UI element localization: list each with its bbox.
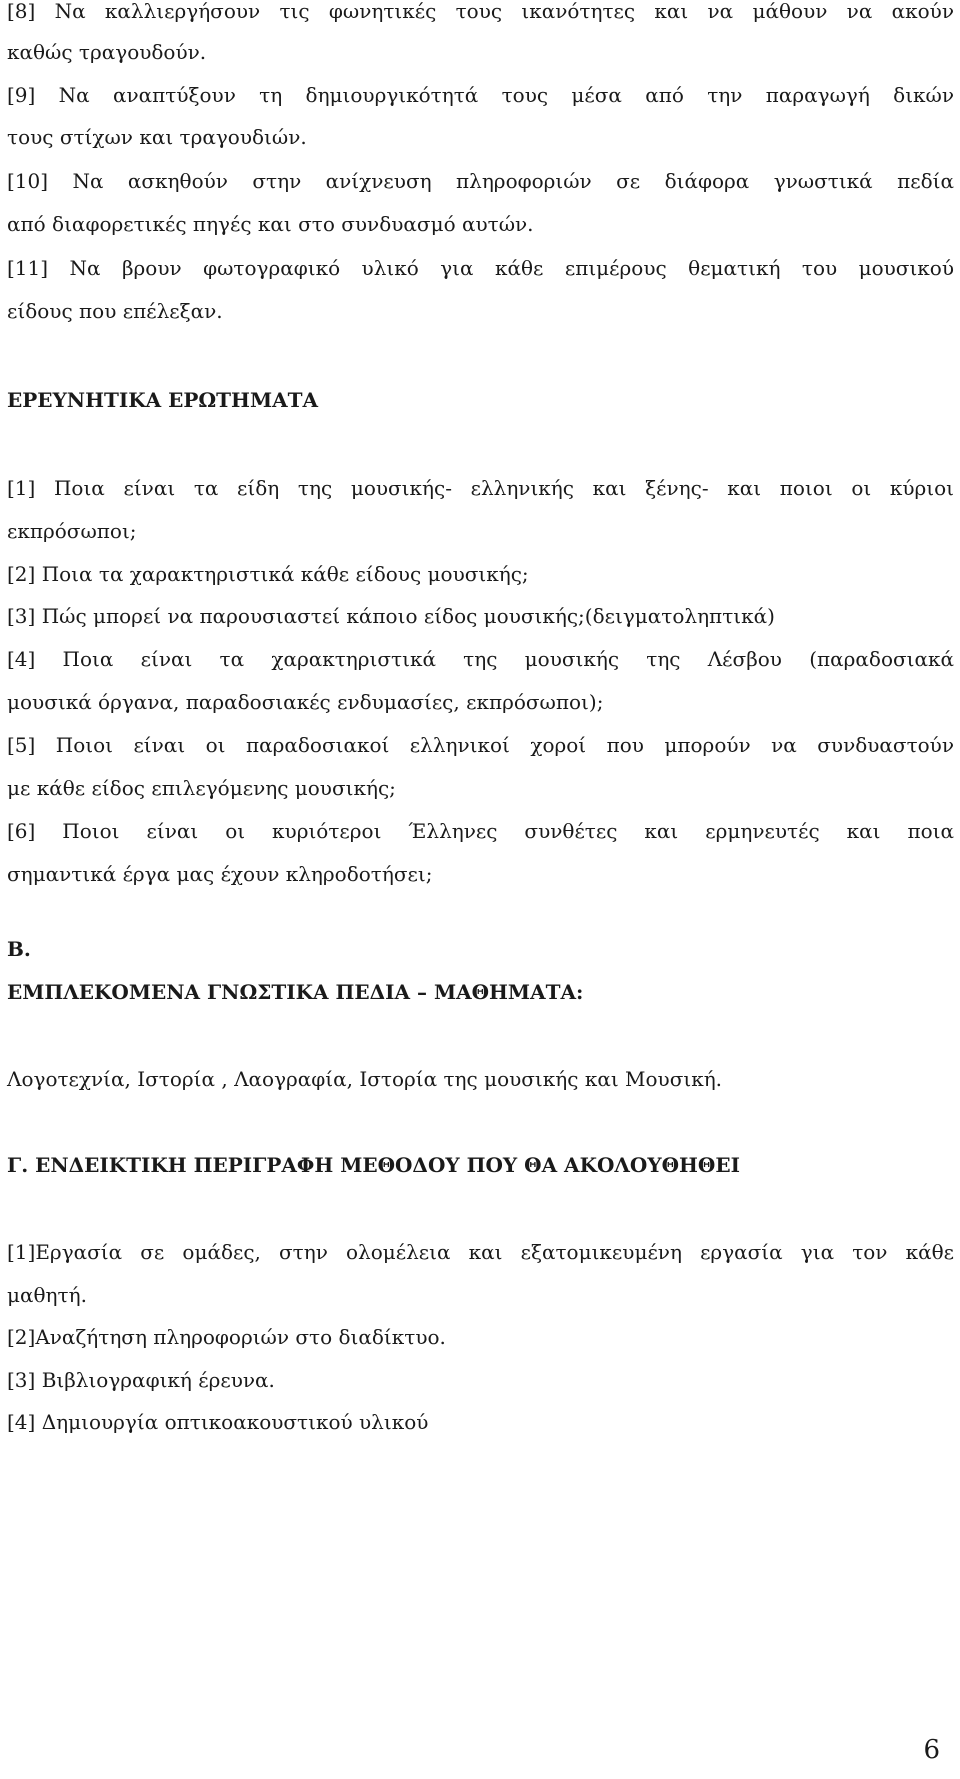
question-6-line1: [6] Ποιοι είναι οι κυριότεροι Έλληνες συνθέτες και ερμηνευτές και ποια	[7, 819, 954, 843]
question-5-line2: με κάθε είδος επιλεγόμενης μουσικής;	[7, 776, 396, 800]
method-3: [3] Βιβλιογραφική έρευνα.	[7, 1368, 275, 1392]
question-1-line2: εκπρόσωποι;	[7, 519, 137, 543]
objective-9-line1: [9] Να αναπτύξουν τη δημιουργικότητά τους μέσα από την παραγωγή δικών	[7, 83, 954, 107]
question-3: [3] Πώς μπορεί να παρουσιαστεί κάποιο είδος μουσικής;(δειγματοληπτικά)	[7, 604, 775, 628]
objective-8-line2: καθώς τραγουδούν.	[7, 40, 207, 64]
research-questions-heading: ΕΡΕΥΝΗΤΙΚΑ ΕΡΩΤΗΜΑΤΑ	[7, 388, 319, 412]
method-4: [4] Δημιουργία οπτικοακουστικού υλικού	[7, 1410, 429, 1434]
section-c-heading: Γ. ΕΝΔΕΙΚΤΙΚΗ ΠΕΡΙΓΡΑΦΗ ΜΕΘΟΔΟΥ ΠΟΥ ΘΑ ΑΚΟΛΟΥΘΗΘΕΙ	[7, 1153, 740, 1177]
objective-8-line1: [8] Να καλλιεργήσουν τις φωνητικές τους ικανότητες και να μάθουν να ακούν	[7, 0, 954, 23]
question-6-line2: σημαντικά έργα μας έχουν κληροδοτήσει;	[7, 862, 433, 886]
question-4-line2: μουσικά όργανα, παραδοσιακές ενδυμασίες, εκπρόσωποι);	[7, 690, 604, 714]
objective-11-line1: [11] Να βρουν φωτογραφικό υλικό για κάθε επιμέρους θεματική του μουσικού	[7, 256, 954, 280]
question-4-line1: [4] Ποια είναι τα χαρακτηριστικά της μουσικής της Λέσβου (παραδοσιακά	[7, 647, 954, 671]
method-1-line2: μαθητή.	[7, 1283, 87, 1307]
objective-10-line2: από διαφορετικές πηγές και στο συνδυασμό αυτών.	[7, 212, 534, 236]
question-2: [2] Ποια τα χαρακτηριστικά κάθε είδους μουσικής;	[7, 562, 529, 586]
objective-11-line2: είδους που επέλεξαν.	[7, 299, 223, 323]
page-number: 6	[923, 1735, 940, 1765]
question-5-line1: [5] Ποιοι είναι οι παραδοσιακοί ελληνικοί χοροί που μπορούν να συνδυαστούν	[7, 733, 954, 757]
question-1-line1: [1] Ποια είναι τα είδη της μουσικής- ελληνικής και ξένης- και ποιοι οι κύριοι	[7, 476, 954, 500]
section-b-content: Λογοτεχνία, Ιστορία , Λαογραφία, Ιστορία της μουσικής και Μουσική.	[7, 1067, 723, 1091]
objective-9-line2: τους στίχων και τραγουδιών.	[7, 125, 307, 149]
method-1-line1: [1]Εργασία σε ομάδες, στην ολομέλεια και εξατομικευμένη εργασία για τον κάθε	[7, 1240, 954, 1264]
section-b-heading: ΕΜΠΛΕΚΟΜΕΝΑ ΓΝΩΣΤΙΚΑ ΠΕΔΙΑ – ΜΑΘΗΜΑΤΑ:	[7, 980, 584, 1004]
section-b-letter: Β.	[7, 937, 31, 961]
method-2: [2]Αναζήτηση πληροφοριών στο διαδίκτυο.	[7, 1325, 446, 1349]
objective-10-line1: [10] Να ασκηθούν στην ανίχνευση πληροφοριών σε διάφορα γνωστικά πεδία	[7, 169, 954, 193]
